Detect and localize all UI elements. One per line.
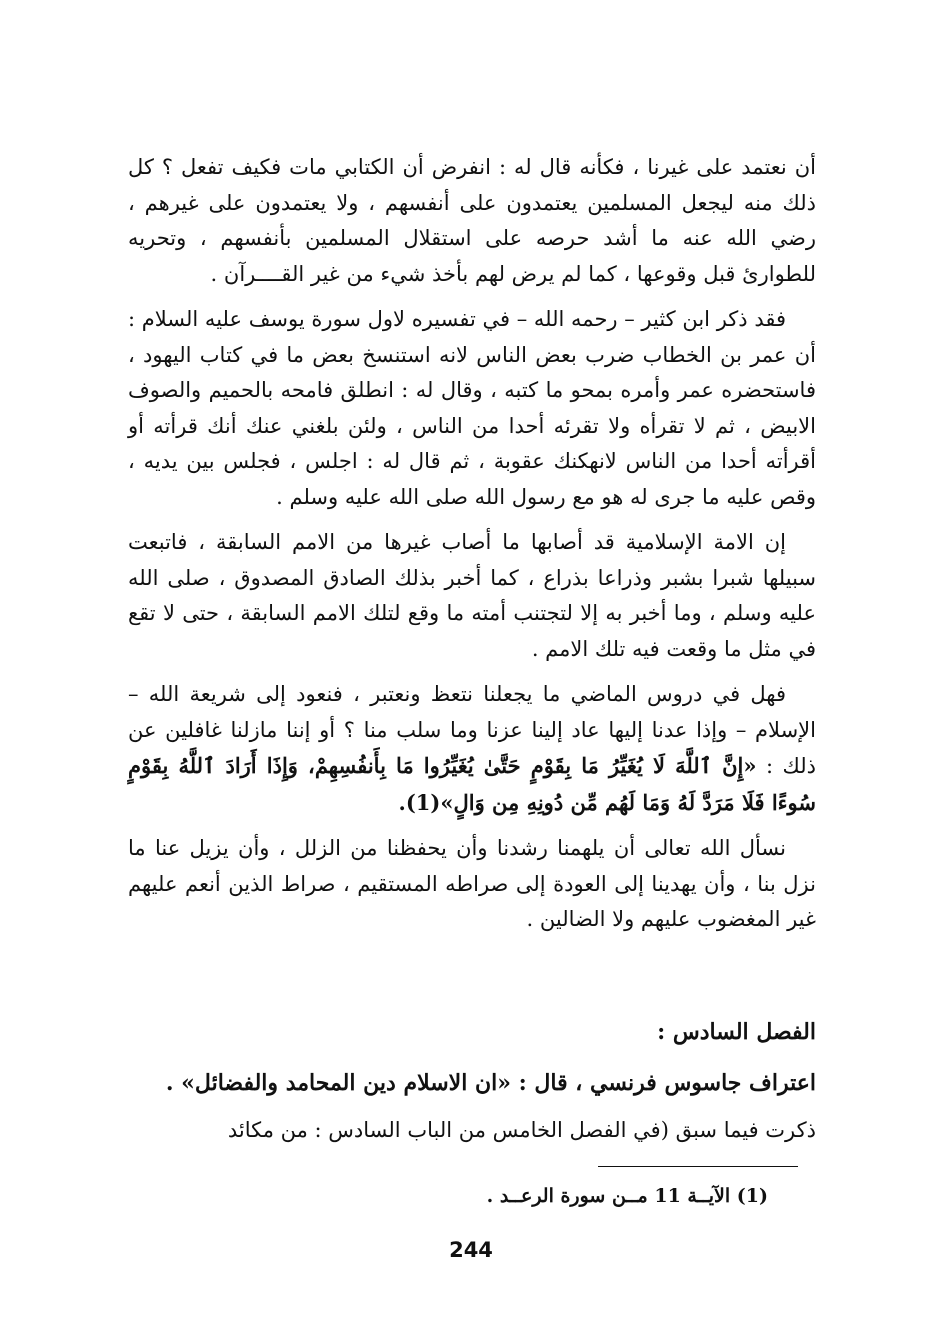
- paragraph-5: نسأل الله تعالى أن يلهمنا رشدنا وأن يحفظنا من الزلل ، وأن يزيل عنا ما نزل بنا ، وأن يهدينا إلى العودة إلى صراطه المستقيم ، صراط الذين أنعم عليهم غير المغضوب عليهم ولا الضالين .: [128, 836, 816, 931]
- paragraph-2: فقد ذكر ابن كثير – رحمه الله – في تفسيره لاول سورة يوسف عليه السلام : أن عمر بن الخطاب ضرب بعض الناس لانه استنسخ بعض ما في كتاب اليهود ، فاستحضره عمر وأمره بمحو ما كتبه ، وقال له : انطلق فامحه بالحميم والصوف الابيض ، ثم لا تقرأه ولا تقرئه أحدا من الناس ، ولئن بلغني عنك أنك قرأته أو أقرأته أحدا من الناس لانهكنك عقوبة ، ثم قال له : اجلس ، فجلس بين يديه ، وقص عليه ما جرى له هو مع رسول الله صلى الله عليه وسلم .: [128, 307, 816, 509]
- quran-verse: «إِنَّ ٱللَّهَ لَا يُغَيِّرُ مَا بِقَوْمٍ حَتَّىٰ يُغَيِّرُوا مَا بِأَنفُسِهِمْ، وَإِذَا أَرَادَ ٱللَّهُ بِقَوْمٍ سُوءًا فَلَا مَرَدَّ لَهُ وَمَا لَهُم مِّن دُونِهِ مِن وَالٍ»(1).: [128, 753, 816, 815]
- section-subheading: اعتراف جاسوس فرنسي ، قال : «ان الاسلام دين المحامد والفضائل» .: [165, 1070, 816, 1096]
- page-number: 244: [449, 1238, 493, 1262]
- paragraph-3: إن الامة الإسلامية قد أصابها ما أصاب غيرها من الامم السابقة ، فاتبعت سبيلها شبرا بشبر وذراعا بذراع ، كما أخبر بذلك الصادق المصدوق ، صلى الله عليه وسلم ، وما أخبر به إلا لتجتنب أمته ما وقع لتلك الامم السابقة ، حتى لا تقع في مثل ما وقعت فيه تلك الامم .: [128, 530, 816, 661]
- paragraph-1: أن نعتمد على غيرنا ، فكأنه قال له : انفرض أن الكتابي مات فكيف تفعل ؟ كل ذلك منه ليجعل المسلمين يعتمدون على أنفسهم ، ولا يعتمدون على غيرهم ، رضي الله عنه ما أشد حرصه على استقلال المسلمين بأنفسهم ، وتحريه للطوارئ قبل وقوعها ، كما لم يرض لهم بأخذ شيء من غير القــــرآن .: [128, 155, 816, 286]
- chapter-heading: الفصل السادس :: [657, 1019, 816, 1045]
- footnote-divider: [598, 1166, 798, 1167]
- paragraph-4: [128, 677, 816, 821]
- footnote: (1) الآيــة 11 مــن سورة الرعــد .: [486, 1185, 768, 1207]
- body-text: [128, 150, 816, 948]
- continuing-paragraph: ذكرت فيما سبق (في الفصل الخامس من الباب السادس : من مكائد: [227, 1118, 816, 1142]
- paragraph-4-text: فهل في دروس الماضي ما يجعلنا نتعظ ونعتبر ، فنعود إلى شريعة الله – الإسلام – وإذا عدنا إليها عاد إلينا عزنا وما سلب منا ؟ أو إننا مازلنا غافلين عن ذلك :: [128, 682, 816, 778]
